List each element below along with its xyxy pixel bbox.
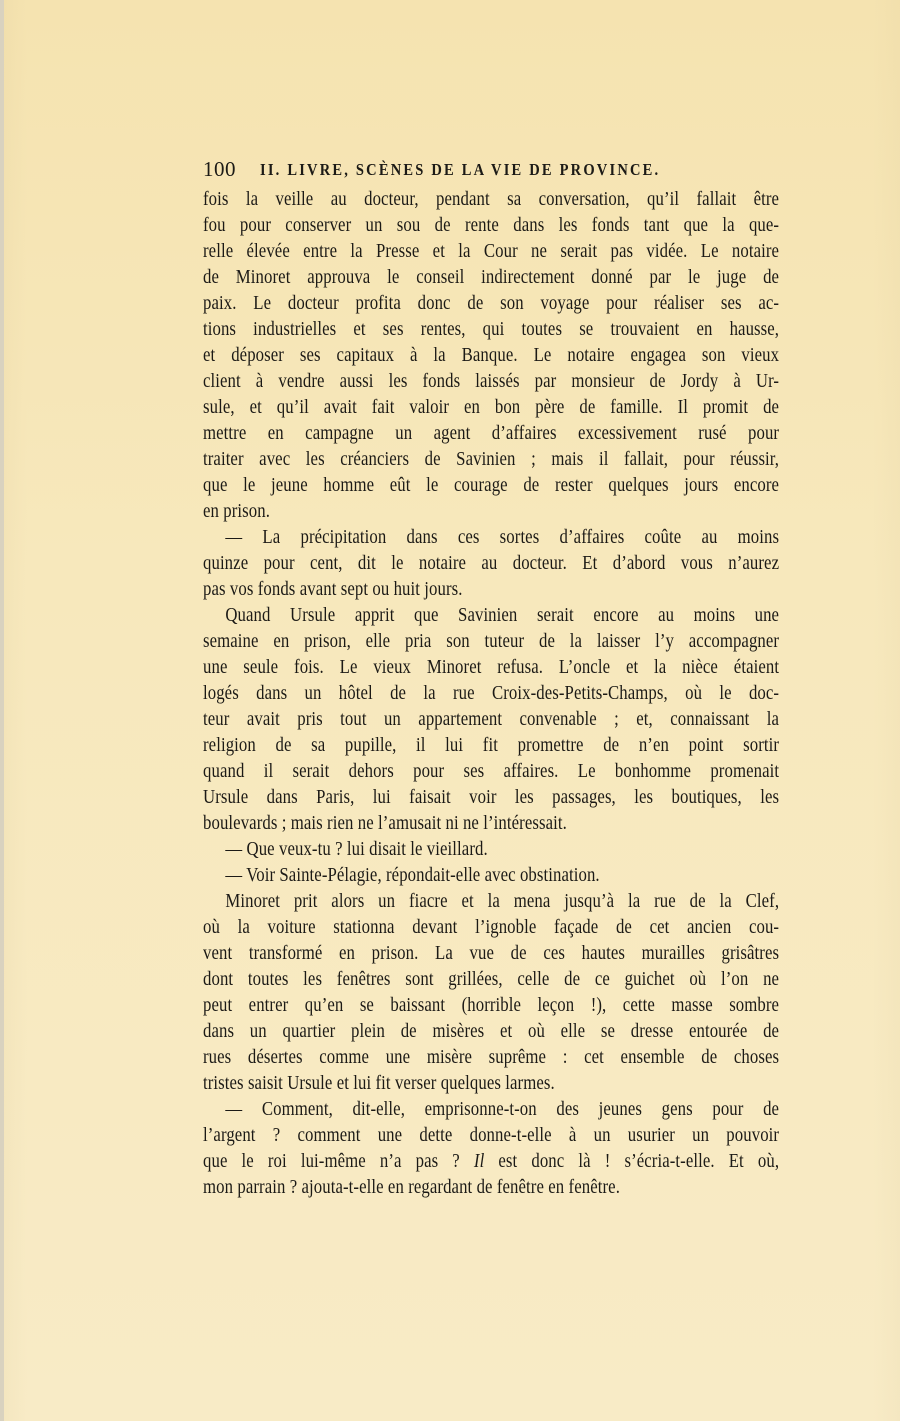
text-line: tristes saisit Ursule et lui fit verser quelques larmes. xyxy=(203,1073,555,1094)
text-line: dont toutes les fenêtres sont grillées, celle de ce guichet où l’on ne xyxy=(203,969,780,990)
body-text xyxy=(203,187,779,1201)
text-line: l’argent ? comment une dette donne-t-elle à un usurier un pouvoir xyxy=(203,1125,780,1146)
text-line: paix. Le docteur profita donc de son voyage pour réaliser ses ac- xyxy=(203,293,780,314)
text-line: quinze pour cent, dit le notaire au docteur. Et d’abord vous n’aurez xyxy=(203,553,780,574)
text-line: mettre en campagne un agent d’affaires excessivement rusé pour xyxy=(203,423,780,444)
text-line: traiter avec les créanciers de Savinien ; mais il fallait, pour réussir, xyxy=(203,449,780,470)
text-line: vent transformé en prison. La vue de ces hautes murailles grisâtres xyxy=(203,943,780,964)
text-block xyxy=(203,157,779,1201)
paragraph xyxy=(203,863,779,889)
text-line: de Minoret approuva le conseil indirectement donné par le juge de xyxy=(203,267,780,288)
text-line: que le jeune homme eût le courage de rester quelques jours encore xyxy=(203,475,780,496)
text-line: client à vendre aussi les fonds laissés par monsieur de Jordy à Ur- xyxy=(203,371,780,392)
text-line: Ursule dans Paris, lui faisait voir les passages, les boutiques, les xyxy=(203,787,780,808)
text-line: — Voir Sainte-Pélagie, répondait-elle avec obstination. xyxy=(225,865,600,886)
paragraph xyxy=(203,837,779,863)
paragraph xyxy=(203,525,779,603)
paragraph xyxy=(203,889,779,1097)
paragraph xyxy=(203,187,779,525)
text-line: fou pour conserver un sou de rente dans les fonds tant que la que- xyxy=(203,215,780,236)
text-line: Minoret prit alors un fiacre et la mena jusqu’à la rue de la Clef, xyxy=(225,891,780,912)
text-line: quand il serait dehors pour ses affaires. Le bonhomme promenait xyxy=(203,761,780,782)
text-line: — Comment, dit-elle, emprisonne-t-on des jeunes gens pour de xyxy=(225,1099,780,1120)
text-line: peut entrer qu’en se baissant (horrible leçon !), cette masse sombre xyxy=(203,995,780,1016)
text-line: religion de sa pupille, il lui fit promettre de n’en point sortir xyxy=(203,735,780,756)
running-head xyxy=(203,157,779,187)
text-line: que le roi lui-même n’a pas ? Il est donc là ! s’écria-t-elle. Et où, xyxy=(203,1151,780,1172)
text-line: pas vos fonds avant sept ou huit jours. xyxy=(203,579,463,600)
text-line: rues désertes comme une misère suprême : cet ensemble de choses xyxy=(203,1047,780,1068)
text-line: sule, et qu’il avait fait valoir en bon père de famille. Il promit de xyxy=(203,397,780,418)
text-line: en prison. xyxy=(203,501,270,522)
text-line: semaine en prison, elle pria son tuteur de la laisser l’y accompagner xyxy=(203,631,780,652)
paragraph xyxy=(203,1097,779,1201)
text-line: fois la veille au docteur, pendant sa conversation, qu’il fallait être xyxy=(203,189,780,210)
text-line: Quand Ursule apprit que Savinien serait encore au moins une xyxy=(225,605,780,626)
text-line: tions industrielles et ses rentes, qui toutes se trouvaient en hausse, xyxy=(203,319,780,340)
text-line: teur avait pris tout un appartement convenable ; et, connaissant la xyxy=(203,709,780,730)
text-line: dans un quartier plein de misères et où elle se dresse entourée de xyxy=(203,1021,780,1042)
page-number: 100 xyxy=(203,157,236,181)
text-line: une seule fois. Le vieux Minoret refusa. L’oncle et la nièce étaient xyxy=(203,657,780,678)
text-line: relle élevée entre la Presse et la Cour ne serait pas vidée. Le notaire xyxy=(203,241,780,262)
text-line: logés dans un hôtel de la rue Croix-des-Petits-Champs, où le doc- xyxy=(203,683,780,704)
text-line: mon parrain ? ajouta-t-elle en regardant de fenêtre en fenêtre. xyxy=(203,1177,620,1198)
paragraph xyxy=(203,603,779,837)
running-title: II. LIVRE, SCÈNES DE LA VIE DE PROVINCE. xyxy=(260,161,661,180)
text-line: — La précipitation dans ces sortes d’affaires coûte au moins xyxy=(225,527,780,548)
emphasis: Il xyxy=(473,1151,485,1172)
text-line: et déposer ses capitaux à la Banque. Le notaire engagea son vieux xyxy=(203,345,780,366)
text-line: — Que veux-tu ? lui disait le vieillard. xyxy=(225,839,488,860)
text-line: boulevards ; mais rien ne l’amusait ni ne l’intéressait. xyxy=(203,813,567,834)
text-line: où la voiture stationna devant l’ignoble façade de cet ancien cou- xyxy=(203,917,780,938)
